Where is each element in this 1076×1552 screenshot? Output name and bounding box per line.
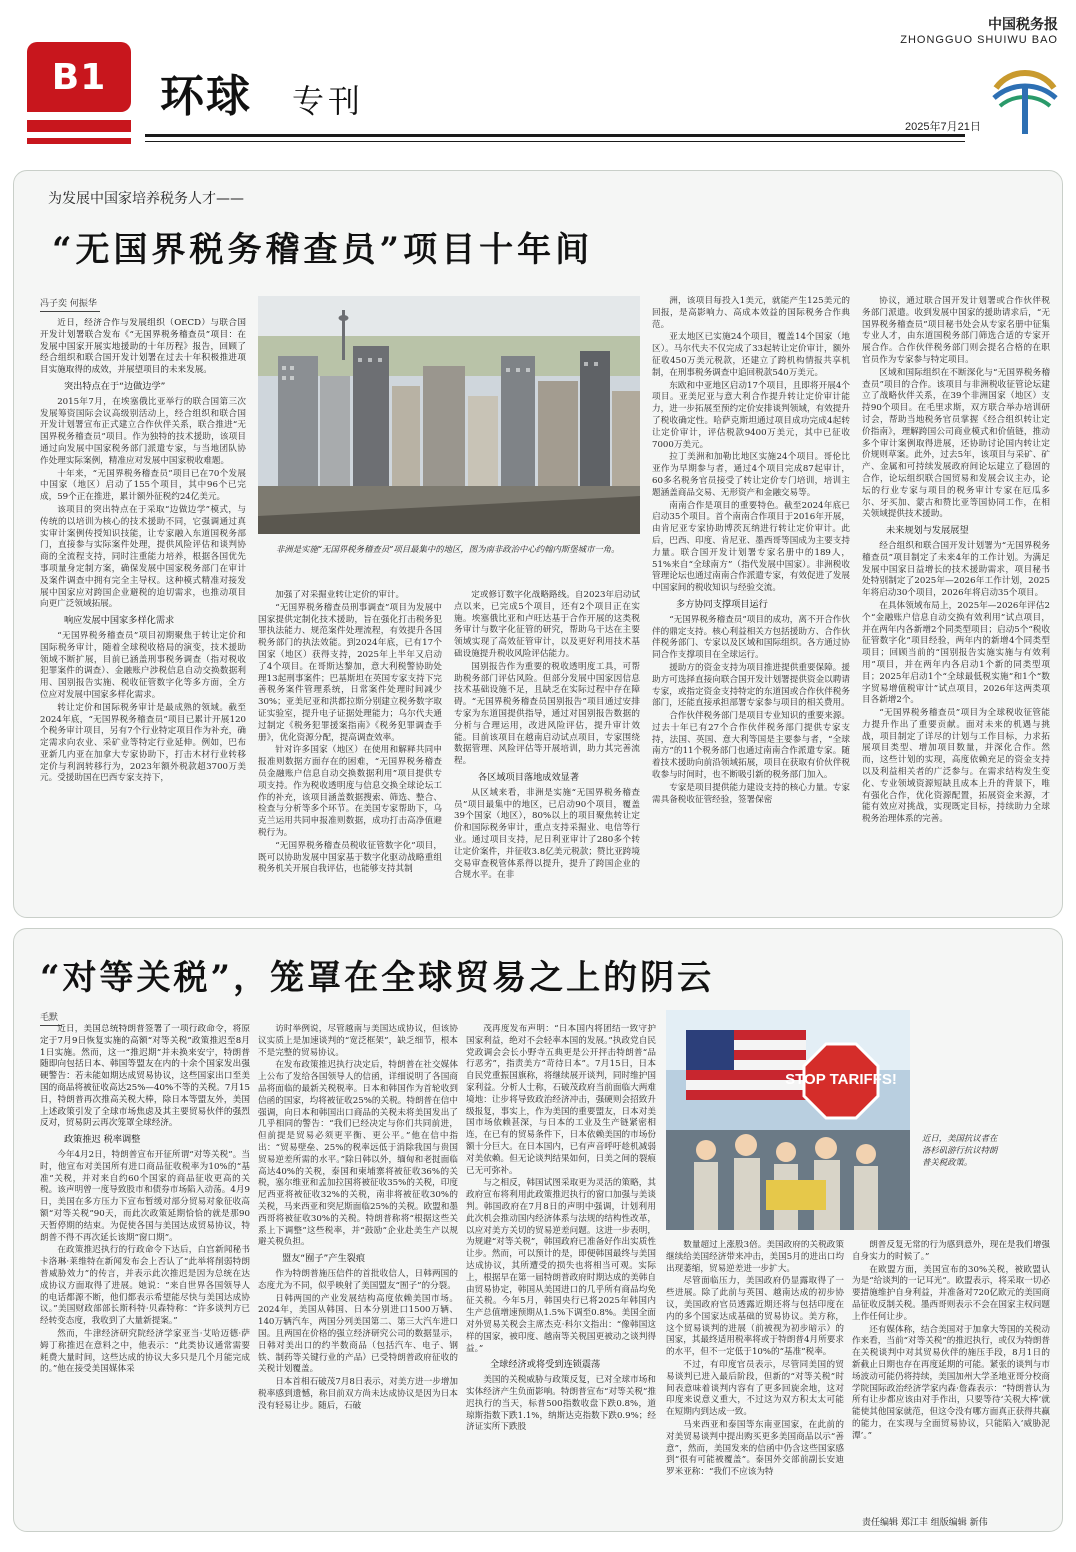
body-paragraph: 在政策推迟执行的行政命令下达后，白宫新闻秘书卡洛琳·莱维特在新闻发布会上否认了“此举将削弱特朗普威胁效力”的传言，并表示此次推迟是因为总统在达成协议方面取得了进展。她说：“来自世界各国领导人的电话都源不断，他们都表示希望能尽快与美国达成协议。”美国财政部部长斯科特·贝森特称：“许多谈判方已经转变态度，我收到了大量新提案。” [40, 1245, 250, 1327]
tariff-protest-photo [666, 1010, 910, 1230]
body-paragraph: 在发布政策推迟执行决定后，特朗普在社交媒体上公布了发给各国领导人的信函，详细说明了各国商品将面临的最新关税税率。日本和韩国作为首轮收到信函的国家，均将被征收25%的关税。特朗普在信中强调，向日本和韩国出口商品的关税未将美国发出了几乎相同的警告：“我们已经决定与你们共同前进，但前提是贸易必须更平衡、更公平。”他在信中指出：“贸易壁垒、25%的税率远低于消除我国与贵国贸易逆差所需的水平。”除日韩以外，缅甸和老挝面临高达40%的关税，泰国和柬埔寨将被征收36%的关税，塞尔维亚和孟加拉国将被征收35%的关税，印度尼西亚将被征收32%的关税，南非将被征收30%的关税，马来西亚和突尼斯面临25%的关税。欧盟和墨西哥将被征收30%的关税。特朗普称将“根据这些关系上下调整”这些税率，并“鼓励”企业赴美生产以规避关税负担。 [258, 1060, 458, 1248]
body-paragraph: 作为特朗普施压信件的首批收信人，日韩两国的态度尤为不同，似乎映射了美国盟友“囿子”的分裂。 [258, 1268, 458, 1291]
body-paragraph: 日韩两国的产业发展结构高度依赖美国市场。2024年，美国从韩国、日本分别进口1500万辆、140万辆汽车，两国分列美国第二、第三大汽车进口国。且两国在价格的强立经济研究公司的数据显示，日韩对美出口的约半数商品（包括汽车、电子、钢铁、制药等关键行业的产品）已受特朗普政府征收的关税计划覆盖。 [258, 1293, 458, 1375]
body-paragraph: “无国界税务稽查员税收征管数字化”项目，既可以协助发展中国家基于数字化驱动战略重组税务机关开展自我评估，也能够支持其制 [258, 840, 442, 875]
badge-band-thin [27, 138, 131, 144]
body-paragraph: 协议，通过联合国开发计划署或合作伙伴税务部门派遣。收到发展中国家的援助请求后，“无国界税务稽查员”项目秘书处会从专家名册中征集专业人才，由东道国税务部门筛选合适的专家开展合作。合作伙伴税务部门则会提名合格的在职官员作为专家参与特定项目。 [862, 296, 1050, 365]
article1-photo-caption: 非洲是实施“无国界税务稽查员”项目最集中的地区，图为南非政治中心约翰内斯堡城市一角。 [276, 544, 620, 554]
body-paragraph: 访时举例说，尽管越南与美国达成协议，但该协议实质上是加速谈判的“宽泛框架”，缺乏细节，根本不是完整的贸易协议。 [258, 1024, 458, 1058]
body-paragraph: 国别报告作为重要的税收透明度工具，可帮助税务部门评估风险。但部分发展中国家因信息技术基础设施不足，且缺乏在实际过程中存在障碍。“无国界税务稽查员国别报告”项目通过安排专家为东道国提供指导，通过对国别报告数据的分析与合理运用，改进风险评估，提升审计效能。目前该项目在越南启动试点项目，专家围绕数据管理、风险评估等开展培训，助力其完善流程。 [454, 661, 640, 767]
body-paragraph: 在具体领域布局上，2025年—2026年评估2个“金融账户信息自动交换有效利用”试点项目，并在两年内各新增2个同类型项目；启动5个“税收征管数字化”项目经验，两年内的新增4个同类型项目；回顾当前的“国别报告实施实施与有效利用”项目，并在两年内各启动1个新的同类型项目；2025年启动1个“全球最低税实施”和1个“数字贸易增值税审计”试点项目，2026年这两类项目各新增2个。 [862, 600, 1050, 706]
body-paragraph: 加强了对采掘业转让定价的审计。 [275, 590, 405, 600]
section-subheading: 政策推迟 税率调整 [64, 1134, 141, 1146]
body-paragraph: 2015年7月，在埃塞俄比亚举行的联合国第三次发展筹资国际会议高级别活动上，经合组织和联合国开发计划署宣布正式建立合作伙伴关系，联合推进“无国界税务稽查员”项目。作为独特的技术援助，该项目通过向发展中国家税务部门派遣专家，与当地团队协作处理实际案例，精准应对发展中国家税收难题。 [40, 396, 246, 466]
body-paragraph: 然而，牛津经济研究院经济学家亚当·艾哈迈德·萨姆丁称推迟在意料之中，他表示：“此类协议通常需要耗费大量时间，这些达成的协议大多只是几个月能完成的。”他在接受美国媒体采 [40, 1328, 250, 1375]
body-paragraph: 区域和国际组织在不断深化与“无国界税务稽查员”项目的合作。该项目与非洲税收征管论坛建立了战略伙伴关系，在39个非洲国家（地区）支持90个项目。在毛里求斯，双方联合举办培训研讨会，帮助当地税务官员掌握《经合组织转让定价指南》，理解跨国公司商业模式和价值链，推动多个审计案例取得进展，还协助讨论国内转让定价规则草案。此外，过去5年，该项目与采矿、矿产、金属和可持续发展政府间论坛建立了稳固的合作，论坛组织联合国贸易和发展会议主办，论坛的行业专家与项目的税务审计专家在厄瓜多尔、牙买加、蒙古和赞比亚等国协同工作，在相关领域提供技术援助。 [862, 367, 1050, 520]
section-subheading: 多方协同支撑项目运行 [676, 598, 768, 610]
section-subheading: 未来规划与发展展望 [886, 525, 969, 537]
body-paragraph: 在欧盟方面，美国宣布的30%关税，被欧盟认为是“给谈判的一记耳光”。欧盟表示，将采取一切必要措施维护自身利益，并准备对720亿欧元的美国商品征收反制关税。墨西哥则表示不会在国家主权问题上作任何让步。 [852, 1264, 1050, 1322]
body-paragraph: 朗普反复无常的行为感到意外，现在是我们增强自身实力的时候了。” [852, 1240, 1050, 1262]
section-subtitle: 专刊 [292, 82, 365, 120]
body-paragraph: “无国界税务稽查员”项目为全球税收征管能力提升作出了重要贡献。面对未来的机遇与挑战，项目制定了详尽的计划与工作目标，力求拓展项目类型、增加项目数量，并深化合作。然而，这些计划的实现，高度依赖充足的资金支持以及利益相关者的广泛参与。在需求结构发生变化、专业领域资源短缺且成本上升的背景下，唯有强化合作，优化资源配置，拓展资金来源，才能有效应对挑战，实现既定目标，持续助力全球税务治理体系的完善。 [862, 708, 1050, 825]
article1-column-1 [40, 318, 246, 906]
page-code-badge: B1 [27, 42, 131, 112]
body-paragraph: 马来西亚和泰国等东南亚国家，在此前的对美贸易谈判中提出购买更多美国商品以示“善意”，然而，美国发来的信函中仍含这些国家感到“很有可能被覆盖”。泰国外交部前副长安迪罗米亚称：“我们不应该为特 [666, 1419, 844, 1478]
section-subheading: 盟友“囿子”产生裂痕 [282, 1253, 366, 1265]
body-paragraph: 数量超过上涨股3倍。美国政府的关税政策继续给美国经济带来冲击，美国5月的进出口均出现萎缩，贸易逆差进一步扩大。 [666, 1240, 844, 1274]
body-paragraph: 美国的关税威胁与政策反复，已对全球市场和实体经济产生负面影响。特朗普宣布“对等关税”推迟执行的当天，标普500指数收盘下跌0.8%，道琼斯指数下跌1.1%，纳斯达克指数下跌0.9%；经济证实所下跌股 [466, 1375, 656, 1433]
body-paragraph: 茂再度发布声明：“日本国内将团结一致守护国家利益，绝对不会轻率本国的发展。”执政党自民党政调会会长小野寺五典更是公开抨击特朗普“品行恶劣”，指责美方“苛待日本”。7月15日，日本自民党重振国旗称，将继续展开谈判，同时维护国家利益。分析人士称，石破茂政府当前面临大两难境地：让步将导致政治经济冲击，强硬则会招致升级报复，事实上，作为美国的重要盟友，日本对美国市场依赖甚深，与日本的工业及生产链紧密相连，在已有的贸易条件下，日本依赖美国的市场份额十分巨大。在日本国内，已有声音呼吁趁机减弱对美依赖。但无论谈判结果如何，日美之间的裂痕已无可弥补。 [466, 1024, 656, 1176]
body-paragraph: 南南合作是项目的重要特色。截至2024年底已启动35个项目。首个南南合作项目于2016年开展，由肯尼亚专家协助博茨瓦纳进行转让定价审计。此后，巴西、印度、肯尼亚、墨西哥等国成为主要支持力量。联合国开发计划署专家名册中的189人，51%来自“全球南方”（指代发展中国家）。非洲税收管理论坛也通过南南合作派遣专家，有效促进了发展中国家间的税收知识与经验交流。 [652, 500, 850, 594]
body-paragraph: 今年4月2日，特朗普宣布开征所谓“对等关税”。当时，他宣布对美国所有进口商品征收税率为10%的“基准”关税，并对来自约60个国家的商品征收更高的关税。该声明曾一度导致股市和债券市场陷入动荡。4月9日，美国在多方压力下宣布暂缓对部分贸易对象征收高额“对等关税”90天，而此次政策延期恰恰的就是那90天暂停期的结束。为促使各国与美国达成贸易协议，特朗普不得不再次延长该期“窗口期”。 [40, 1149, 250, 1243]
lead-paragraph: 近日，美国总统特朗普签署了一项行政命令，将原定于7月9日恢复实施的高额“对等关税”政策推迟至8月1日实施。然而，这一“推迟期”并未换来安宁，特朗普随即向包括日本、韩国等盟友在内的十余个国家发出强硬警告：若未能如期达成贸易协议，这些国家出口至美国的商品将被征收高达25%—40%不等的关税。7月15日，特朗普再次推高关税大棒，除日本等盟友外，美国上述政策引发了全球市场焦虑及其主要贸易伙伴的强烈反对，贸易阴云再次笼罩全球经济。 [40, 1024, 250, 1129]
article1-column-2 [258, 590, 442, 906]
body-paragraph: “无国界税务稽查员刑事调查”项目为发展中国家提供定制化技术援助，旨在强化打击税务犯罪执法能力、规范案件处理流程，有效提升各国税务部门的执法效能。到2024年底，已有17个国家（地区）获得支持，2025年上半年又启动了4个项目。在哥斯达黎加，意大利税警协助处理13起刑事案件；巴基斯坦在英国专家支持下完善税务案件管理系统，日常案件处理时间减少30%；亚美尼亚和洪都拉斯分别建立税务数字取证实验室，提升电子证据处理能力；乌尔代夫通过制定《税务犯罪援案指南》《税务犯罪调查手册》，优化资源分配，提高调查效率。 [258, 602, 442, 743]
body-paragraph: 定或修订数字化战略路线。自2023年启动试点以来，已完成5个项目，还有2个项目正在实施。埃塞俄比亚和卢旺达基于合作开展的这类税务审计与数字化征管的研究，帮助乌干达在主要领域实现了高效征管审计，以及更好利用技术基础设施提升税收风险评估能力。 [454, 590, 640, 659]
article1-column-4 [652, 296, 850, 906]
body-paragraph: 日本首相石破茂7月8日表示，对美方进一步增加税率感到遗憾，称目前双方尚未达成协议是因为日本没有轻易让步。随后，石破 [258, 1377, 458, 1411]
body-paragraph: 与之相反，韩国试图采取更为灵活的策略，其政府宣布将利用此政策推迟执行的窗口加强与美谈判。韩国政府在7月8日的声明中强调，计划利用此次机会推动国内经济体系与法规的结构性改革，以应对美方关切的贸易逆差问题。这进一步表明，为规避“对等关税”，韩国政府已准备好作出实质性让步。然而，可以预计的是，即便韩国最终与美国达成协议，其所遭受的损失也将相当可观。实际上，根据早在第一届特朗普政府时期达成的美韩自由贸易协定，韩国从美国进口的几乎所有商品均免征关税。今年5月，韩国央行已将2025年韩国内生产总值增速预期从1.5%下调至0.8%。美国全面对外贸易关税会主席杰克·科尔文指出：“像韩国这样的国家，被印度、越南等关税国更被动之谈判得益。” [466, 1178, 656, 1354]
section-subheading: 全球经济或将受到连锁震荡 [490, 1359, 601, 1371]
article1-headline: “无国界税务稽查员”项目十年间 [52, 230, 594, 270]
body-paragraph: 拉丁美洲和加勒比地区实施24个项目。哥伦比亚作为早期参与者，通过4个项目完成87起审计，60多名税务官员接受了转让定价专门培训，培训主题涵盖商品交易、无形资产和金融交易等。 [652, 452, 850, 498]
masthead-rule [145, 134, 965, 137]
body-paragraph: 经合组织和联合国开发计划署为“无国界税务稽查员”项目制定了未来4年的工作计划。为满足发展中国家日益增长的技术援助需求，项目秘书处特别制定了2025年—2026年工作计划，2025年将启动30个项目，2026年将启动35个项目。 [862, 540, 1050, 599]
article2-column-1 [40, 1024, 250, 1520]
article2-column-5 [852, 1240, 1050, 1510]
byline-rule [40, 311, 100, 312]
us-flag-icon [686, 1030, 806, 1100]
issue-date: 2025年7月21日 [905, 121, 981, 133]
body-paragraph: “无国界税务稽查员”项目初期聚焦于转让定价和国际税务审计，随着全球税收格局的演变，技术援助领域不断扩展，目前已涵盖刑事税务调查（指对税收犯罪案件的调查）、金融账户涉税信息自动交换数据利用、国别报告实施、税收征管数字化等多方面，全方位应对发展中国家多样化需求。 [40, 630, 246, 700]
article1-byline [40, 296, 100, 312]
byline-text: 冯子奕 何振华 [40, 299, 97, 309]
article2-column-2 [258, 1024, 458, 1520]
article2-column-3 [466, 1024, 656, 1520]
article1-kicker: 为发展中国家培养税务人才—— [48, 191, 244, 207]
byline-text: 毛默 [40, 1013, 59, 1023]
newspaper-logo-icon [990, 58, 1060, 138]
masthead-rule-thin [145, 141, 965, 142]
lead-paragraph: 近日，经济合作与发展组织（OECD）与联合国开发计划署联合发布《“无国界税务稽查员”项目：在发展中国家开展实地援助的十年历程》报告，回顾了经合组织和联合国开发计划署在过去十年积极推进项目实施取得的成效，并展望项目的未来发展。 [40, 318, 246, 376]
body-paragraph: 转让定价和国际税务审计是最成熟的领域。截至2024年底，“无国界税务稽查员”项目已累计开展120个税务审计项目，另有7个行业特定项目作为补充，确定需求向农业、采矿业等特定行业延伸。例如，巴布亚新几内亚在加拿大专家协助下，打击木材行业转移定价与利润转移行为，2023年额外税款超3700万美元。受援助国在巴西专家支持下， [40, 702, 246, 784]
badge-band [27, 120, 131, 132]
body-paragraph: 亚太地区已实施24个项目，覆盖14个国家（地区）。马尔代夫不仅完成了33起转让定价审计，额外征收450万美元税款，还建立了跨机构情报共享机制，在刑事税务调查中追回税款540万美元。 [652, 332, 850, 378]
body-paragraph: “无国界税务稽查员”项目的成功，离不开合作伙伴的鼎定支持。核心利益相关方包括援助方、合作伙伴税务部门、专家以及区域和国际组织。各方通过协同合作支撑项目在全球运行。 [652, 614, 850, 661]
article2-headline: “对等关税”，笼罩在全球贸易之上的阴云 [40, 958, 715, 998]
body-paragraph: 合作伙伴税务部门是项目专业知识的重要来源。过去十年已有27个合作伙伴税务部门提供专家支持，法国、英国、意大利等国是主要参与者，“全球南方”的11个税务部门也通过南南合作派遣专家。随着技术援助向前沿领域拓展，项目在获取有价伙伴税收参与时间时，也不断吸引新的税务部门加入。 [652, 711, 850, 781]
section-subheading: 突出特点在于“边做边学” [64, 380, 166, 392]
newspaper-name: 中国税务报 [988, 17, 1058, 33]
editor-credit: 责任编辑 郑江丰 组版编辑 新伟 [862, 1518, 988, 1528]
section-subheading: 各区域项目落地成效显著 [478, 771, 580, 783]
body-paragraph: 尽管面临压力，美国政府仍显露取得了一些进展。除了此前与英国、越南达成的初步协议，美国政府官员透露近期还将与包括印度在内的多个国家达成基础的贸易协议。美方称，这个贸易谈判的进展（前被视为初步暗示）的国家，其最终适用税率将或于特朗普4月所要求的水平，但不一定低于10%的“基准”税率。 [666, 1276, 844, 1358]
body-paragraph: 从区域来看，非洲是实施“无国界税务稽查员”项目最集中的地区，已启动90个项目，覆盖39个国家（地区），80%以上的项目聚焦转让定价和国际税务审计，重点支持采掘业、电信等行业。通过项目支持，尼日利亚审计了280多个转让定价案件，并征收3.8亿美元税款；赞比亚跨境交易审查税管体系得以提升，提升了跨国企业的合规水平。在非 [454, 787, 640, 881]
johannesburg-city-photo [258, 296, 640, 534]
article1-column-5 [862, 296, 1050, 906]
body-paragraph: 还有媒体称，结合美国对于加拿大等国的关税动作来看，当前“对等关税”的推迟执行，或仅为特朗普在关税谈判中对其贸易伙伴的施压手段，8月1日的新截止日期也存在再度延期的可能。紧张的谈判与市场波动可能仍将持续，美国加州大学圣地亚哥分校商学院国际政治经济学家内森·詹森表示：“特朗普认为所有让步都应该由对手作出，只要等待‘关税大棒’就能使其他国家就范，但这令没有哪方面真正获得共赢的能力，在实现与全面贸易协议，只能陷入‘威胁泥潭’。” [852, 1324, 1050, 1441]
article1-column-3 [454, 590, 640, 906]
article2-column-4 [666, 1240, 844, 1520]
body-paragraph: 十年来，“无国界税务稽查员”项目已在70个发展中国家（地区）启动了155个项目，其中96个已完成，59个正在推进，累计额外征税约24亿美元。 [40, 468, 246, 503]
body-paragraph: 东欧和中亚地区启动17个项目，且即将开展4个项目。亚美尼亚与意大利合作提升转让定价审计能力，进一步拓展至预约定价安排谈判领域，有效提升了税收确定性。哈萨克斯坦通过项目成功完成4起转让定价审计，评估税款9400万美元，其中已征收7000万美元。 [652, 380, 850, 450]
body-paragraph: 该项目的突出特点在于采取“边做边学”模式，与传统的以培训为核心的技术援助不同，它强调通过真实审计案例传授知识技能，让专家融入东道国税务部门，直接参与实际案件处理，提供风险评估和谈判协商的全流程支持，同时注重能力培养，根据各国优先事项量身定制方案，确保发展中国家税务部门在审计及案件调查中拥有完全主导权。这种模式精准对接发展中国家应对跨国企业避税的迫切需求，也推动项目向更广泛领域拓展。 [40, 504, 246, 610]
section-title: 环球 [160, 71, 252, 122]
protest-sign-text: STOP TARIFFS! [785, 1071, 897, 1088]
newspaper-pinyin: ZHONGGUO SHUIWU BAO [900, 34, 1058, 46]
body-paragraph: 洲，该项目每投入1美元，就能产生125美元的回报，是高影响力、高成本效益的国际税务合作典范。 [652, 296, 850, 330]
section-subheading: 响应发展中国家多样化需求 [64, 615, 175, 627]
body-paragraph: 针对许多国家（地区）在使用和解释共同申报准则数据方面存在的困难，“无国界税务稽查员金融账户信息自动交换数据利用”项目提供专项支持。作为税收透明度与信息交换全球论坛工作的补充，该项目涵盖数据搜索、筛选、整合、检查与分析等多个环节。在美国专家帮助下，乌克兰运用共同申报准则数据，成功打击高净值避税行为。 [258, 745, 442, 838]
body-paragraph: 援助方的资金支持为项目推进提供重要保障。援助方可选择直接向联合国开发计划署提供资金以聘请专家，或指定资金支持特定的东道国或合作伙伴税务部门，还能直接承担部署专家参与项目的相关费用。 [652, 662, 850, 709]
masthead [0, 0, 1076, 165]
body-paragraph: 不过，有印度官员表示，尽管同美国的贸易谈判已进入最后阶段，但新的“对等关税”时间表意味着谈判内容有了更多回旋余地，这对印度来说意义重大，不过这为双方积太太可能在短期内到达成一致。 [666, 1359, 844, 1418]
article2-photo-caption: 近日，美国抗议者在洛杉矶游行抗议特朗普关税政策。 [922, 1133, 998, 1167]
body-paragraph: 专家是项目提供能力建设支持的核心力量。专家需具备税收征管经验，签署保密 [652, 782, 850, 805]
